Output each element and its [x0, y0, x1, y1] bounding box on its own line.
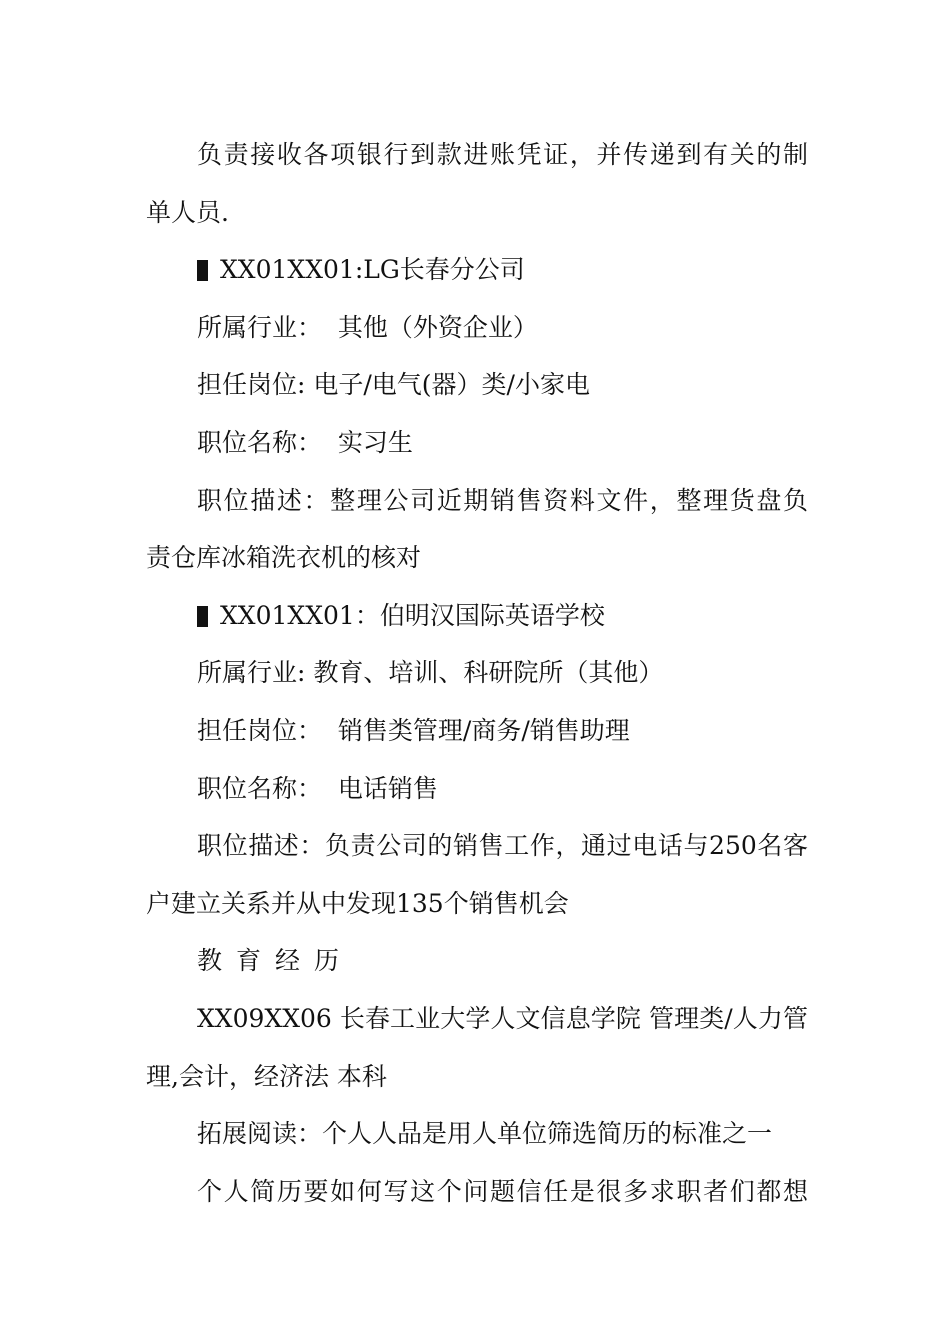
job-description-line: 职位描述：整理公司近期销售资料文件，整理货盘负: [197, 485, 808, 515]
job-position: 职位名称： 电话销售: [197, 773, 438, 803]
job-entry-title: [146, 241, 808, 299]
education-line: XX09XX06 长春工业大学人文信息学院 管理类/人力管: [197, 1003, 808, 1033]
paragraph-line: 单人员.: [146, 197, 229, 227]
education-heading: 教育经历: [197, 946, 354, 976]
job-entry-title: [146, 587, 808, 645]
document-page: [146, 126, 808, 1220]
job-title-text: XX01XX01：伯明汉国际英语学校: [220, 600, 605, 630]
job-position: 职位名称： 实习生: [197, 427, 413, 457]
job-description-line: 责仓库冰箱洗衣机的核对: [146, 543, 422, 573]
paragraph-line: 负责接收各项银行到款进账凭证，并传递到有关的制: [197, 140, 808, 169]
job-description-line: 职位描述：负责公司的销售工作，通过电话与250名客: [197, 831, 808, 861]
job-industry: 所属行业: 教育、培训、科研院所（其他）: [197, 658, 664, 688]
job-post: 担任岗位： 销售类管理/商务/销售助理: [197, 715, 630, 745]
job-description-line: 户建立关系并从中发现135个销售机会: [146, 888, 569, 918]
bullet-marker-icon: [197, 606, 208, 627]
extended-reading-line: 拓展阅读：个人人品是用人单位筛选简历的标准之一: [197, 1119, 773, 1149]
job-industry: 所属行业： 其他（外资企业）: [197, 312, 538, 342]
job-title-text: XX01XX01:LG长春分公司: [220, 255, 525, 285]
bullet-marker-icon: [197, 260, 208, 281]
education-line: 理,会计，经济法 本科: [146, 1061, 387, 1091]
extended-reading-line: 个人简历要如何写这个问题信任是很多求职者们都想: [197, 1176, 808, 1206]
job-post: 担任岗位: 电子/电气(器）类/小家电: [197, 370, 590, 400]
